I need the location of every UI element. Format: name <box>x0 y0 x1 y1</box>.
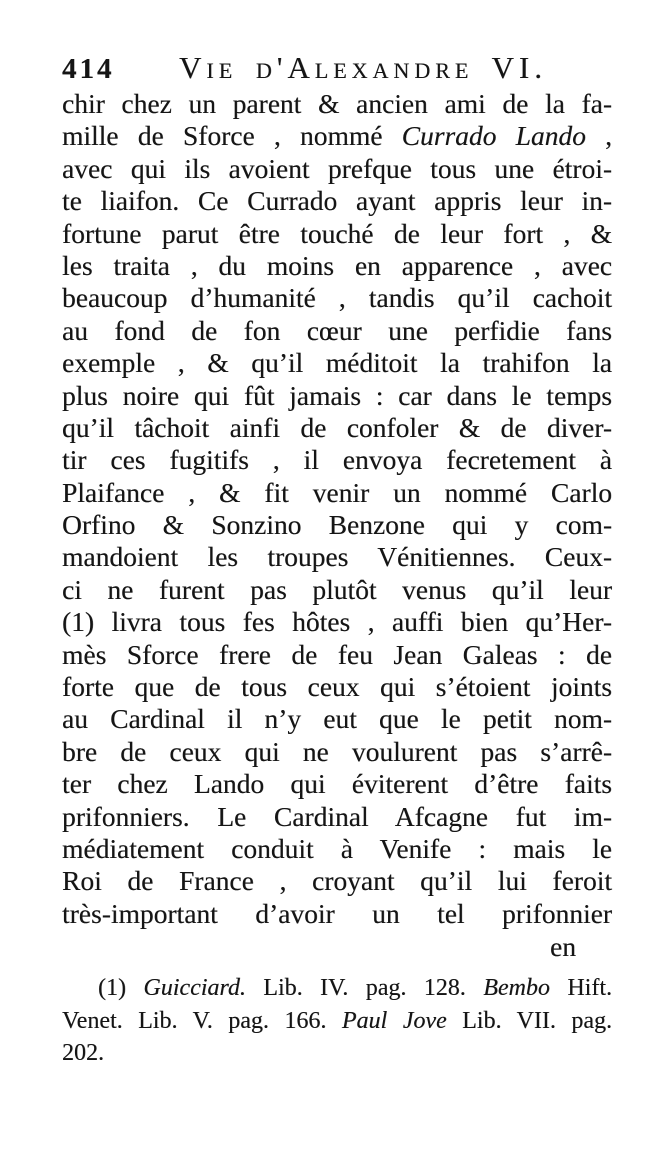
body-text-line <box>62 380 612 412</box>
text-segment: au Cardinal il n’y eut que le petit nom- <box>62 703 612 735</box>
text-segment: prifonniers. Le Cardinal Afcagne fut im- <box>62 800 612 832</box>
text-segment: les traita , du moins en apparence , avec <box>62 249 612 281</box>
body-text-line <box>62 412 612 444</box>
body-text-line <box>62 218 612 250</box>
text-segment: bre de ceux qui ne voulurent pas s’arrê- <box>62 735 612 767</box>
footnote-line <box>62 1037 612 1070</box>
body-text-line <box>62 833 612 865</box>
italic-text-segment: Paul Jove <box>341 1007 447 1034</box>
text-segment: Roi de France , croyant qu’il lui feroit <box>62 865 612 897</box>
body-text-line <box>62 477 612 509</box>
text-segment: mille de Sforce , nommé <box>62 120 402 152</box>
text-segment: Hift. <box>549 975 612 1002</box>
text-segment: Plaifance , & fit venir un nommé Carlo <box>62 476 612 508</box>
text-segment: médiatement conduit à Venife : mais le <box>62 832 612 864</box>
text-segment: , <box>585 120 613 152</box>
italic-text-segment: Bembo <box>483 975 550 1002</box>
italic-text-segment: Guicciard. <box>143 975 246 1002</box>
footnote-line <box>62 972 612 1005</box>
body-text-line <box>62 315 612 347</box>
body-text-line <box>62 606 612 638</box>
body-text-line <box>62 347 612 379</box>
text-segment: (1) livra tous fes hôtes , auffi bien qu’Her- <box>62 606 612 638</box>
footnote-block <box>62 972 612 1070</box>
body-text-line <box>62 153 612 185</box>
text-segment: beaucoup d’humanité , tandis qu’il cachoit <box>62 282 612 314</box>
footnote-line <box>62 1005 612 1038</box>
body-text-line <box>62 703 612 735</box>
text-segment: Venet. Lib. V. pag. 166. <box>62 1007 342 1034</box>
text-segment: chir chez un parent & ancien ami de la fa- <box>62 88 612 119</box>
text-segment: mès Sforce frere de feu Jean Galeas : de <box>62 638 612 670</box>
text-segment: qu’il tâchoit ainfi de confoler & de diver- <box>62 411 612 443</box>
text-segment: exemple , & qu’il méditoit la trahifon la <box>62 347 612 379</box>
italic-text-segment: Currado Lando <box>401 120 586 152</box>
body-text-line <box>62 282 612 314</box>
body-text-line <box>62 185 612 217</box>
text-segment: (1) <box>98 975 144 1002</box>
text-segment: tir ces fugitifs , il envoya fecretement à <box>62 444 612 476</box>
text-segment: avec qui ils avoient prefque tous une étroi- <box>62 152 612 184</box>
body-text-line <box>62 574 612 606</box>
body-text-line <box>62 250 612 282</box>
text-segment: Lib. IV. pag. 128. <box>245 975 484 1002</box>
text-segment: mandoient les troupes Vénitiennes. Ceux- <box>62 541 612 573</box>
body-text-line <box>62 509 612 541</box>
body-text-line <box>62 120 612 152</box>
body-text-line <box>62 671 612 703</box>
body-text-line <box>62 444 612 476</box>
text-segment: te liaifon. Ce Currado ayant appris leur in- <box>62 185 612 217</box>
page-header <box>62 50 612 86</box>
text-segment: ci ne furent pas plutôt venus qu’il leur <box>62 573 612 605</box>
text-segment: très-important d’avoir un tel prifonnier <box>62 897 612 929</box>
running-title: Vie d'Alexandre VI. <box>179 50 547 85</box>
body-text-line <box>62 865 612 897</box>
body-text-block <box>62 88 612 930</box>
text-segment: forte que de tous ceux qui s’étoient joints <box>62 671 612 703</box>
text-segment: plus noire qui fût jamais : car dans le temps <box>62 379 612 411</box>
text-segment: Orfino & Sonzino Benzone qui y com- <box>62 509 612 541</box>
body-text-line <box>62 768 612 800</box>
body-text-line <box>62 639 612 671</box>
body-text-line <box>62 736 612 768</box>
text-segment: Lib. VII. pag. <box>446 1007 612 1034</box>
text-segment: ter chez Lando qui éviterent d’être faits <box>62 768 612 800</box>
body-text-line <box>62 898 612 930</box>
body-text-line <box>62 88 612 120</box>
text-segment: fortune parut être touché de leur fort , & <box>62 217 612 249</box>
body-text-line <box>62 541 612 573</box>
page-number: 414 <box>62 53 115 85</box>
catchword: en <box>550 931 576 963</box>
body-text-line <box>62 801 612 833</box>
text-segment: au fond de fon cœur une perfidie fans <box>62 314 612 346</box>
text-segment: 202. <box>62 1040 104 1067</box>
